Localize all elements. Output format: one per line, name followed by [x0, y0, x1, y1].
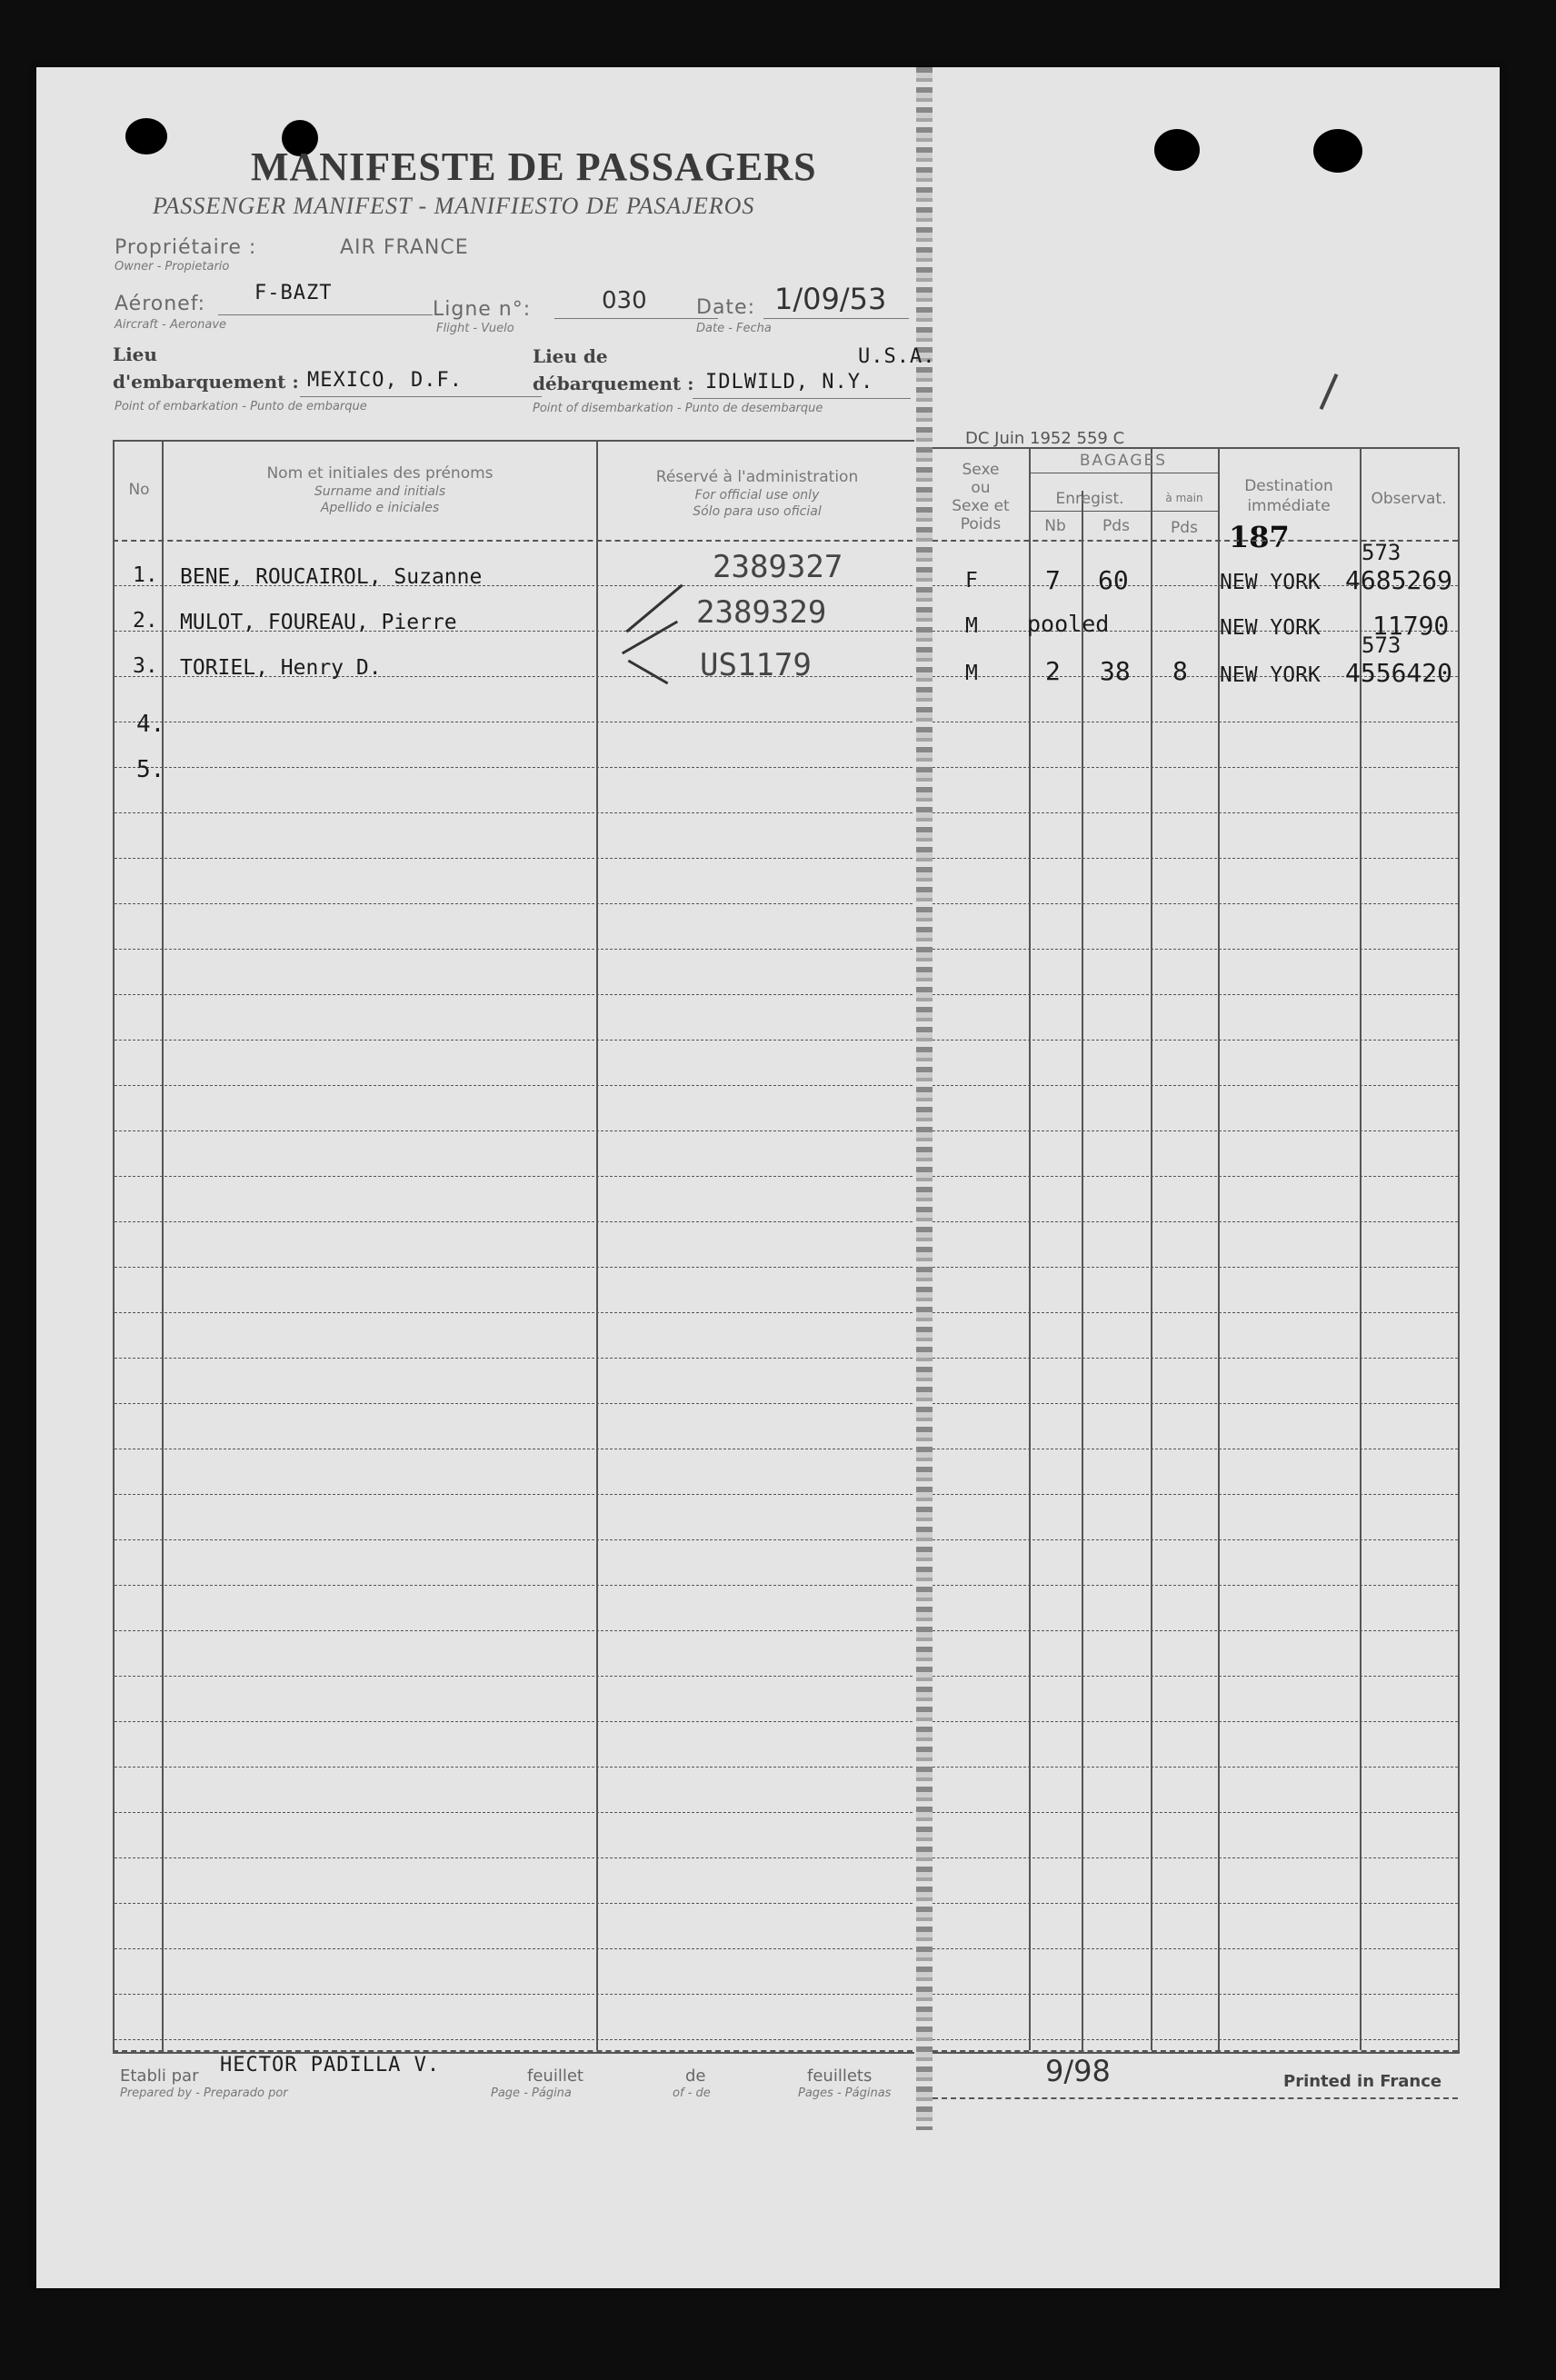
rule-line-left	[115, 1358, 913, 1359]
rule-line-left	[115, 1994, 913, 1995]
form-subtitle: PASSENGER MANIFEST - MANIFIESTO DE PASAJEROS	[153, 193, 755, 219]
row-3-hand: 8	[1172, 656, 1188, 686]
rule-line-left	[115, 903, 913, 904]
rule-line-right	[933, 1539, 1458, 1540]
date-value: 1/09/53	[774, 282, 887, 316]
rule-line-right	[933, 949, 1458, 950]
row-2-sex: M	[965, 614, 978, 638]
handwritten-note: 9/98	[1045, 2054, 1111, 2088]
disembark-country: U.S.A.	[858, 345, 936, 368]
embark-sub: Point of embarkation - Punto de embarque	[115, 400, 367, 413]
col-admin-sub1: For official use only	[694, 488, 820, 503]
of-label: de	[685, 2066, 706, 2086]
prepared-label: Etabli par	[120, 2066, 199, 2086]
col-no: No	[128, 481, 150, 499]
rule-line-left	[115, 1403, 913, 1404]
col-sex-4: Poids	[960, 515, 1002, 533]
rule-line-left	[115, 1676, 913, 1677]
rule-line-left	[115, 1903, 913, 1904]
perforation-line	[916, 67, 933, 2130]
rule-line-right	[933, 1630, 1458, 1631]
rule-line-left	[115, 1267, 913, 1268]
rule-line-right	[933, 858, 1458, 859]
col-name-sub2: Apellido e iniciales	[320, 501, 440, 515]
rule-line-right	[933, 1721, 1458, 1722]
disembark-sub: Point of disembarkation - Punto de desembarque	[533, 402, 823, 415]
col-pds: Pds	[1102, 517, 1130, 535]
col-hand-pds: Pds	[1171, 519, 1198, 537]
rule-line-right	[933, 767, 1458, 768]
rule-line-right	[933, 903, 1458, 904]
rule-line-left	[115, 1312, 913, 1313]
row-2-admin: 2389329	[696, 594, 827, 631]
disembark-label-1: Lieu de	[533, 345, 608, 367]
sheets-sub: Pages - Páginas	[798, 2086, 892, 2100]
rule-line-right	[933, 1312, 1458, 1313]
printed-in: Printed in France	[1283, 2072, 1442, 2091]
rule-line-left	[115, 1494, 913, 1495]
disembark-label-2: débarquement :	[533, 373, 694, 394]
rule-line-right	[933, 1267, 1458, 1268]
row-2-name: MULOT, FOUREAU, Pierre	[180, 611, 457, 634]
rule-line-right	[933, 1130, 1458, 1131]
embark-label-2: d'embarquement :	[113, 371, 299, 393]
row-1-nb: 7	[1045, 565, 1061, 595]
rule-line-right	[933, 1857, 1458, 1858]
rule-line-left	[115, 1948, 913, 1949]
punch-hole-right	[1154, 129, 1200, 171]
rule-line-left	[115, 1539, 913, 1540]
row-1-no: 1.	[133, 563, 158, 587]
disembark-value: IDLWILD, N.Y.	[705, 371, 874, 393]
rule-line-right	[933, 1494, 1458, 1495]
aircraft-value: F-BAZT	[254, 282, 333, 304]
form-title: MANIFESTE DE PASSAGERS	[251, 144, 817, 189]
row-1-pds: 60	[1098, 565, 1129, 595]
rule-line-left	[115, 1585, 913, 1586]
col-sex-3: Sexe et	[952, 497, 1010, 515]
col-nb: Nb	[1044, 517, 1066, 535]
prepared-value: HECTOR PADILLA V.	[220, 2054, 441, 2076]
rule-line-left	[115, 1767, 913, 1768]
rule-line-left	[115, 1721, 913, 1722]
col-destination-2: immédiate	[1247, 497, 1331, 515]
rule-line-left	[115, 812, 913, 813]
manifest-paper	[36, 67, 1500, 2288]
of-sub: of - de	[673, 2086, 711, 2100]
rule-line-right	[933, 812, 1458, 813]
rule-line-right	[933, 1994, 1458, 1995]
row-3-name: TORIEL, Henry D.	[180, 656, 382, 680]
col-sex-2: ou	[971, 479, 991, 497]
row-3-no: 3.	[133, 654, 158, 678]
punch-hole-left	[125, 118, 167, 154]
col-hand: à main	[1165, 492, 1203, 504]
owner-value: AIR FRANCE	[340, 236, 469, 259]
rule-line-left	[115, 1630, 913, 1631]
aircraft-sub: Aircraft - Aeronave	[115, 318, 227, 332]
punch-hole-right-2	[1313, 129, 1362, 173]
rule-line-right	[933, 1085, 1458, 1086]
sheet-label: feuillet	[527, 2066, 584, 2086]
row-3-pds: 38	[1100, 656, 1131, 686]
rule-line-left	[115, 994, 913, 995]
page-number: 187	[1229, 520, 1290, 554]
rule-line-right	[933, 1767, 1458, 1768]
sheet-sub: Page - Página	[491, 2086, 572, 2100]
col-sex-1: Sexe	[962, 461, 1000, 479]
rule-line-left	[115, 1857, 913, 1858]
rule-line-left	[115, 1812, 913, 1813]
row-2-no: 2.	[133, 609, 158, 632]
col-baggage: BAGAGES	[1079, 452, 1168, 470]
flight-value: 030	[602, 287, 647, 314]
row-3-dest: NEW YORK	[1220, 663, 1321, 687]
date-sub: Date - Fecha	[696, 322, 772, 335]
rule-line-right	[933, 1585, 1458, 1586]
col-observ: Observat.	[1371, 490, 1447, 508]
row-2-nb: pooled	[1027, 611, 1110, 637]
aircraft-label: Aéronef:	[115, 293, 206, 315]
rule-line-left	[115, 767, 913, 768]
rule-line-right	[933, 1358, 1458, 1359]
embark-value: MEXICO, D.F.	[307, 369, 463, 392]
rule-line-right	[933, 1176, 1458, 1177]
row-1-obs-top: 573	[1362, 540, 1401, 565]
col-name: Nom et initiales des prénoms	[266, 464, 494, 483]
form-code: DC Juin 1952 559 C	[965, 429, 1125, 448]
prepared-sub: Prepared by - Preparado por	[120, 2086, 288, 2100]
flight-sub: Flight - Vuelo	[436, 322, 514, 335]
col-admin-sub2: Sólo para uso oficial	[693, 504, 822, 519]
rule-line-left	[115, 2039, 913, 2040]
rule-line-right	[933, 1812, 1458, 1813]
date-label: Date:	[696, 296, 755, 319]
row-1-obs: 4685269	[1345, 565, 1453, 595]
owner-label: Propriétaire :	[115, 236, 257, 259]
rule-line-right	[933, 1040, 1458, 1041]
rule-line-right	[933, 1221, 1458, 1222]
row-3-nb: 2	[1045, 656, 1061, 686]
rule-line-right	[933, 1676, 1458, 1677]
row-2-dest: NEW YORK	[1220, 616, 1321, 640]
row-3-admin: US1179	[700, 647, 812, 683]
owner-sub: Owner - Propietario	[115, 260, 230, 274]
col-registered: Enregist.	[1055, 490, 1124, 508]
row-3-obs: 4556420	[1345, 658, 1453, 688]
col-admin: Réservé à l'administration	[655, 468, 859, 486]
row-1-admin: 2389327	[713, 549, 843, 585]
rule-line-left	[115, 949, 913, 950]
rule-line-right	[933, 1903, 1458, 1904]
rule-line-left	[115, 1040, 913, 1041]
row-4-no: 4.	[136, 711, 165, 738]
embark-label-1: Lieu	[113, 344, 157, 365]
rule-line-right	[933, 1403, 1458, 1404]
row-3-sex: M	[965, 662, 978, 685]
row-1-dest: NEW YORK	[1220, 571, 1321, 594]
slash-mark	[1320, 373, 1339, 410]
row-5-no: 5.	[136, 756, 165, 783]
row-2-obs: 11790	[1372, 611, 1450, 641]
col-destination-1: Destination	[1244, 477, 1333, 495]
flight-label: Ligne n°:	[433, 298, 532, 321]
rule-line-left	[115, 1176, 913, 1177]
row-3-obs-top: 573	[1362, 632, 1401, 658]
row-1-name: BENE, ROUCAIROL, Suzanne	[180, 565, 483, 589]
rule-line-left	[115, 1221, 913, 1222]
col-name-sub1: Surname and initials	[314, 484, 446, 499]
rule-line-left	[115, 1130, 913, 1131]
rule-line-right	[933, 994, 1458, 995]
sheets-label: feuillets	[807, 2066, 873, 2086]
rule-line-right	[933, 1948, 1458, 1949]
rule-line-right	[933, 2039, 1458, 2040]
rule-line-left	[115, 858, 913, 859]
rule-line-left	[115, 1085, 913, 1086]
row-1-sex: F	[965, 569, 978, 593]
